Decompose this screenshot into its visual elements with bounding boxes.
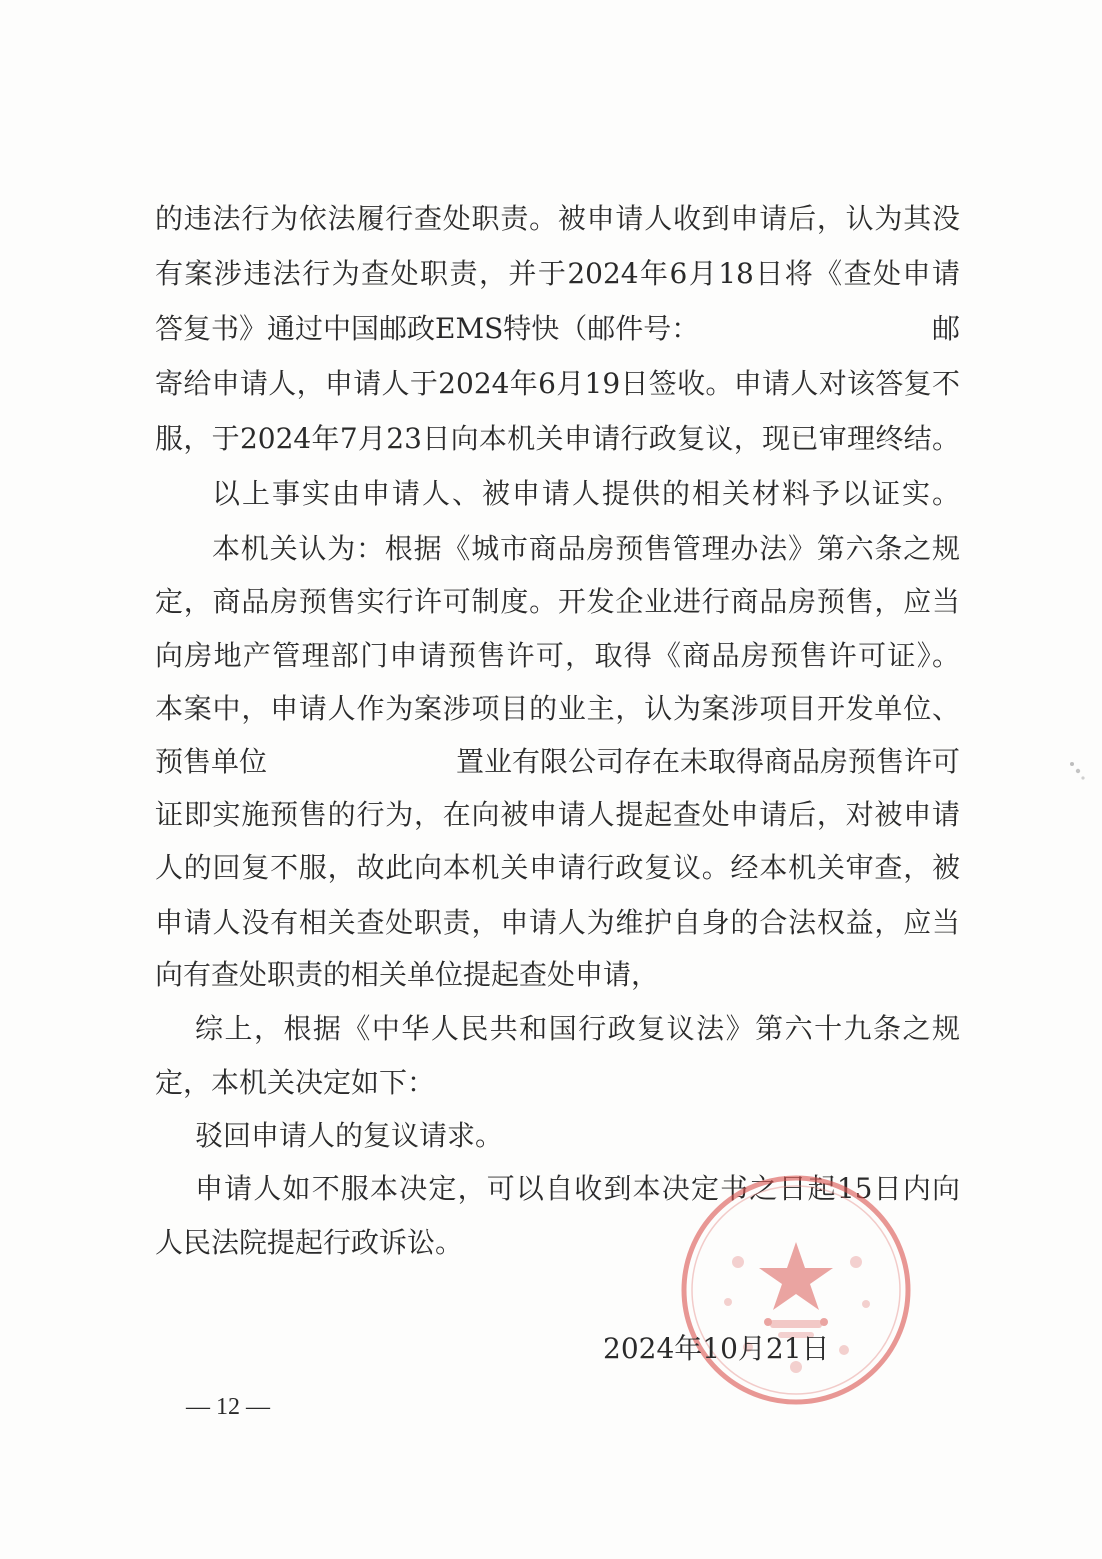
body-line-18: 驳回申请人的复议请求。 [195,1119,504,1152]
body-line-5: 服，于2024年7月23日向本机关申请行政复议，现已审理终结。 [155,422,960,455]
page-number: — 12 — [186,1394,270,1420]
body-line-9: 向房地产管理部门申请预售许可，取得《商品房预售许可证》。 [155,639,960,672]
decision-date: 2024年10月21日 [603,1332,830,1365]
body-line-17: 定，本机关决定如下： [155,1066,436,1099]
body-line-1: 的违法行为依法履行查处职责。被申请人收到申请后，认为其没 [155,202,960,235]
body-line-19: 申请人如不服本决定，可以自收到本决定书之日起15日内向 [195,1172,960,1205]
body-line-8: 定，商品房预售实行许可制度。开发企业进行商品房预售，应当 [155,585,960,618]
body-line-11 [155,742,960,782]
scan-speck-icon [1066,758,1088,784]
body-line-3-left: 答复书》通过中国邮政EMS特快（邮件号： [155,312,700,345]
body-line-16: 综上，根据《中华人民共和国行政复议法》第六十九条之规 [195,1012,960,1045]
body-line-7: 本机关认为：根据《城市商品房预售管理办法》第六条之规 [212,532,960,565]
body-line-4: 寄给申请人，申请人于2024年6月19日签收。申请人对该答复不 [155,367,960,400]
body-line-3 [155,309,960,349]
body-line-20: 人民法院提起行政诉讼。 [155,1226,464,1259]
body-line-3-right: 邮 [931,312,960,345]
body-line-11-right: 置业有限公司存在未取得商品房预售许可 [455,745,960,778]
body-line-6: 以上事实由申请人、被申请人提供的相关材料予以证实。 [212,477,960,510]
body-line-14: 申请人没有相关查处职责，申请人为维护自身的合法权益，应当 [155,906,960,939]
body-line-12: 证即实施预售的行为，在向被申请人提起查处申请后，对被申请 [155,798,960,831]
body-line-13: 人的回复不服，故此向本机关申请行政复议。经本机关审查，被 [155,851,960,884]
body-line-10: 本案中，申请人作为案涉项目的业主，认为案涉项目开发单位、 [155,692,960,725]
body-line-11-left: 预售单位 [155,745,268,778]
body-line-2: 有案涉违法行为查处职责，并于2024年6月18日将《查处申请 [155,257,960,290]
body-line-15: 向有查处职责的相关单位提起查处申请， [155,958,660,991]
